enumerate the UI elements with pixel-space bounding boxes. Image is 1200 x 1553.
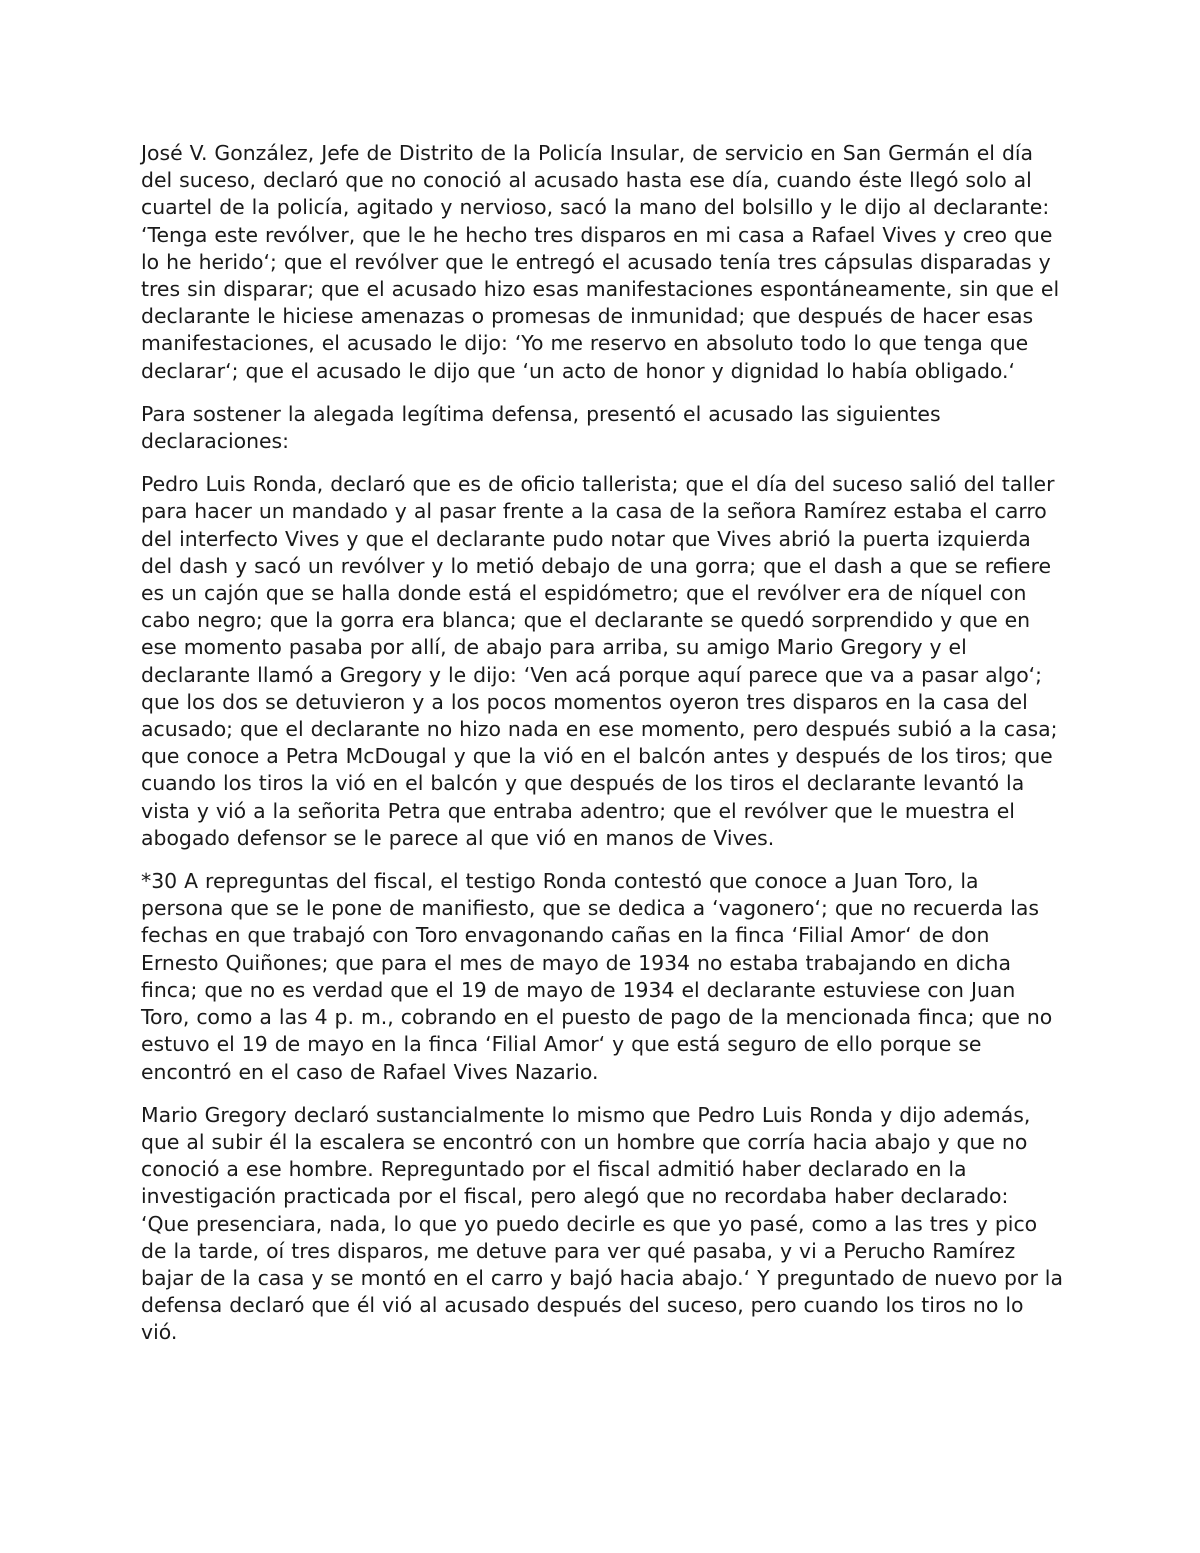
paragraph-testimony-ronda: Pedro Luis Ronda, declaró que es de oficio tallerista; que el día del suceso salió del taller para hacer un mandado y al pasar frente a la casa de la señora Ramírez estaba el carro del interfecto Vives y que el declarante pudo notar que Vives abrió la puerta izquierda del dash y sacó un revólver y lo metió debajo de una gorra; que el dash a que se refiere es un cajón que se halla donde está el espidómetro; que el revólver era de níquel con cabo negro; que la gorra era blanca; que el declarante se quedó sorprendido y que en ese momento pasaba por allí, de abajo para arriba, su amigo Mario Gregory y el declarante llamó a Gregory y le dijo: ‘Ven acá porque aquí parece que va a pasar algo‘; que los dos se detuvieron y a los pocos momentos oyeron tres disparos en la casa del acusado; que el declarante no hizo nada en ese momento, pero después subió a la casa; que conoce a Petra McDougal y que la vió en el balcón antes y después de los tiros; que cuando los tiros la vió en el balcón y que después de los tiros el declarante levantó la vista y vió a la señorita Petra que entraba adentro; que el revólver que le muestra el abogado defensor se le parece al que vió en manos de Vives. — [141, 472, 1058, 850]
document-body — [141, 140, 1063, 1363]
paragraph-defense-intro: Para sostener la alegada legítima defensa, presentó el acusado las siguientes declaraciones: — [141, 401, 941, 454]
paragraph-testimony-gonzalez: José V. González, Jefe de Distrito de la Policía Insular, de servicio en San Germán el día del suceso, declaró que no conoció al acusado hasta ese día, cuando éste llegó solo al cuartel de la policía, agitado y nervioso, sacó la mano del bolsillo y le dijo al declarante: ‘Tenga este revólver, que le he hecho tres disparos en mi casa a Rafael Vives y creo que lo he herido‘; que el revólver que le entregó el acusado tenía tres cápsulas disparadas y tres sin disparar; que el acusado hizo esas manifestaciones espontáneamente, sin que el declarante le hiciese amenazas o promesas de inmunidad; que después de hacer esas manifestaciones, el acusado le dijo: ‘Yo me reservo en absoluto todo lo que tenga que declarar‘; que el acusado le dijo que ‘un acto de honor y dignidad lo había obligado.‘ — [141, 141, 1060, 383]
paragraph-testimony-gregory: Mario Gregory declaró sustancialmente lo mismo que Pedro Luis Ronda y dijo además, que al subir él la escalera se encontró con un hombre que corría hacia abajo y que no conoció a ese hombre. Repreguntado por el fiscal admitió haber declarado en la investigación practicada por el fiscal, pero alegó que no recordaba haber declarado: ‘Que presenciara, nada, lo que yo puedo decirle es que yo pasé, como a las tres y pico de la tarde, oí tres disparos, me detuve para ver qué pasaba, y vi a Perucho Ramírez bajar de la casa y se montó en el carro y bajó hacia abajo.‘ Y preguntado de nuevo por la defensa declaró que él vió al acusado después del suceso, pero cuando los tiros no lo vió. — [141, 1102, 1063, 1345]
paragraph-cross-examination-ronda: *30 A repreguntas del fiscal, el testigo Ronda contestó que conoce a Juan Toro, la persona que se le pone de manifiesto, que se dedica a ‘vagonero‘; que no recuerda las fechas en que trabajó con Toro envagonando cañas en la finca ‘Filial Amor‘ de don Ernesto Quiñones; que para el mes de mayo de 1934 no estaba trabajando en dicha finca; que no es verdad que el 19 de mayo de 1934 el declarante estuviese con Juan Toro, como a las 4 p. m., cobrando en el puesto de pago de la mencionada finca; que no estuvo el 19 de mayo en la finca ‘Filial Amor‘ y que está seguro de ello porque se encontró en el caso de Rafael Vives Nazario. — [141, 869, 1053, 1084]
